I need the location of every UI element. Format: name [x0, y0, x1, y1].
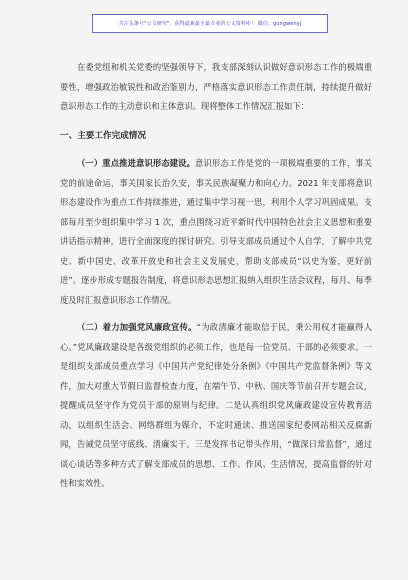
item-1-body: 意识形态工作是党的一项极端重要的工作，事关党的前途命运，事关国家长治久安，事关民族凝聚力和向心力。2021 年支部将意识形态建设作为重点工作持续推进，通过集中学习视一思，利用个人学习巩固成果。支部每月至少组织集中学习 1 次，重点围绕习近平新时代中国特色社会主义思想和重要讲话指示精神，进行全面深度的探讨研究。引导支部成员通过个人自学，了解中共党史、新中国史、改革开放史和社会主义发展史，帮助支部成员“以史为鉴，更好前进”。逐步形成专题报告制度，将意识形态思想汇报纳入组织生活会议程，每月、每季度及时汇报意识形态工作情况。: [60, 158, 372, 305]
item-1-paragraph: [60, 154, 372, 310]
item-2-body: “为政清廉才能取信于民，秉公用权才能赢得人心。”党风廉政建设是各级党组织的必须工作，也是每一位党员、干部的必须要求。一是组织支部成员重点学习《中国共产党纪律处分条例》《中国共产党监督条例》等文件，加大对重大节假日监督检查力度，在端午节、中秋、国庆等节前召开专题会议，提醒成员坚守作为党员干部的原则与纪律。二是认真组织党风廉政建设宣传教育活动，以组织生活会、网络群组为媒介，不定时通读、推送国家纪委网站相关反腐新闻，告诫党员坚守底线、清廉实干。三是发挥书记带头作用，“做深日常监督”，通过谈心谈话等多种方式了解支部成员的思想、工作、作风、生活情况，提高监督的针对性和实效性。: [60, 322, 372, 488]
promo-banner[interactable]: [92, 14, 328, 33]
item-1-lead: （一）重点推进意识形态建设。: [77, 158, 196, 168]
document-body: [60, 58, 372, 494]
intro-paragraph: 在委党组和机关党委的坚强领导下，我支部深刻认识做好意识形态工作的极端重要性，增强政治敏锐性和政治鉴别力，严格落实意识形态工作责任制，持续提升做好意识形态工作的主动意识和主体意识。现将整体工作情况汇报如下：: [60, 62, 372, 111]
promo-banner-text: 关注头条号"公文研究"，获得最新最全最专业的公文资料库！ 微信：gongwenyj: [118, 21, 302, 27]
section-heading: 一、主要工作完成情况: [60, 130, 146, 141]
item-2-paragraph: [60, 318, 372, 494]
item-2-lead: （二）着力加强党风廉政宣传。: [77, 322, 197, 332]
